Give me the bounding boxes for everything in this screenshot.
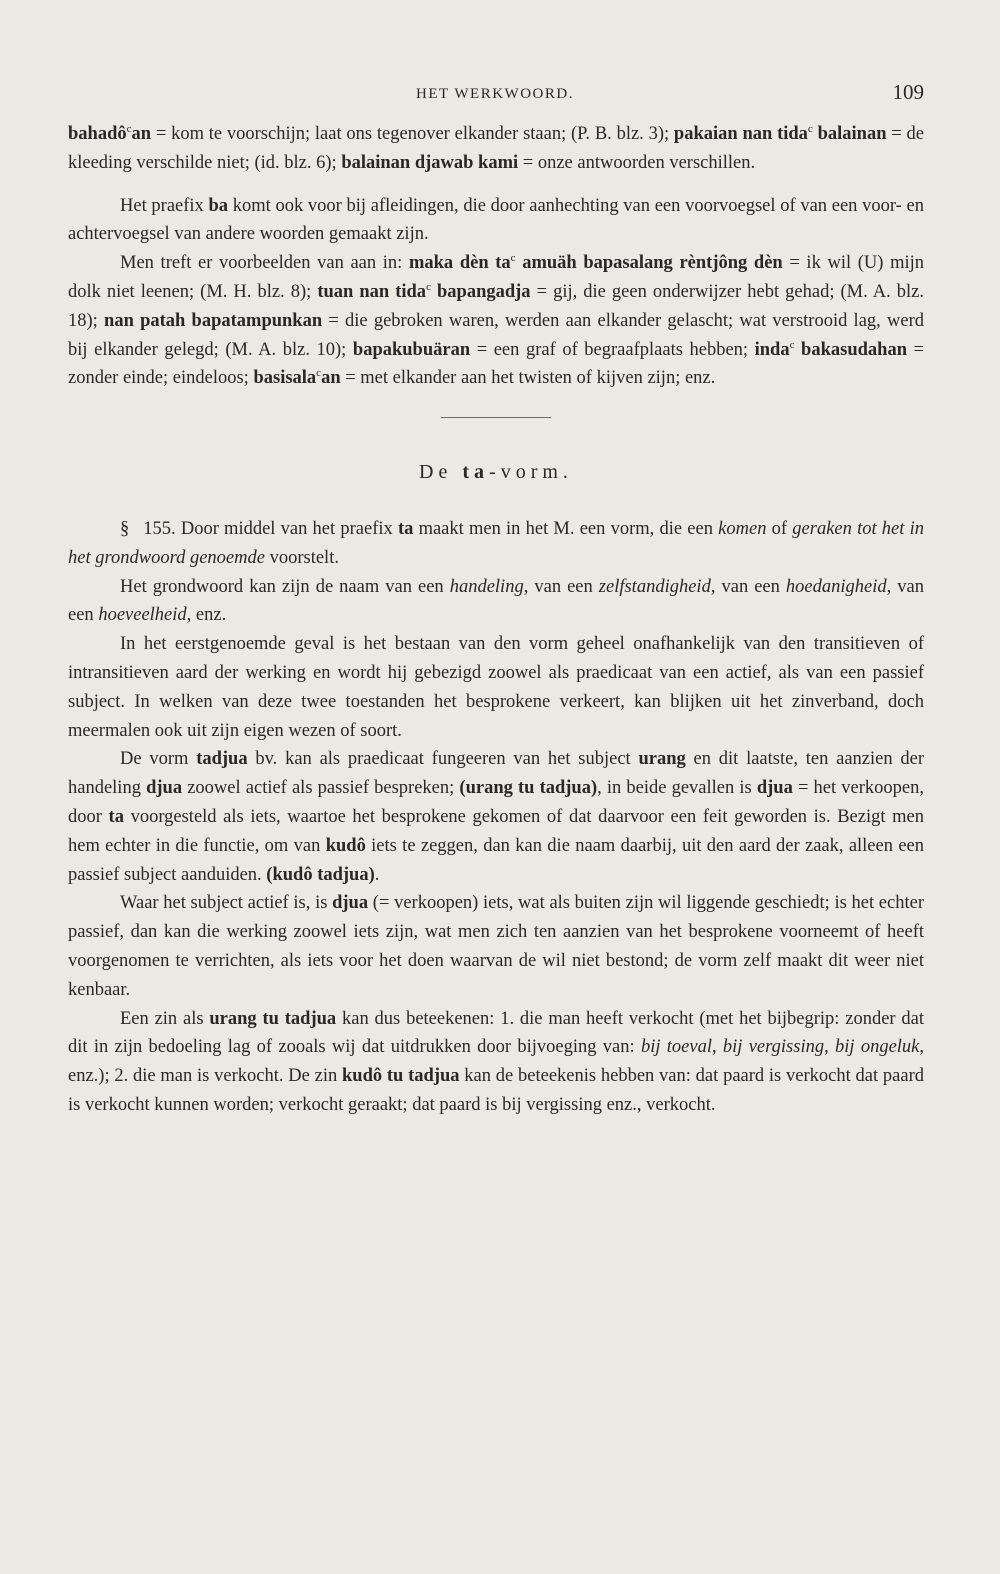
text-run: , enz. xyxy=(186,605,227,626)
emphasis: zelfstandigheid xyxy=(598,576,711,597)
malay-term: kudô xyxy=(325,835,366,856)
text-run: , enz.); 2. die man is verkocht. De zin xyxy=(68,1037,925,1087)
paragraph-examples xyxy=(68,249,924,393)
paragraph-djua xyxy=(68,889,924,1004)
malay-term: maka dèn ta xyxy=(408,253,511,274)
text-run: = onze antwoorden verschillen. xyxy=(518,152,756,173)
running-head: HET WERKWOORD. xyxy=(416,86,574,102)
malay-term: ta xyxy=(462,461,490,484)
text-run: = een graf of begraafplaats hebben; xyxy=(470,339,755,360)
emphasis: hoeveelheid xyxy=(98,605,187,626)
text-run: = het verkoopen, door xyxy=(68,778,924,827)
paragraph-prefix-ba xyxy=(68,192,924,250)
text-run: Het praefix xyxy=(120,195,209,216)
glottal-mark: c xyxy=(510,252,516,265)
malay-term: ta xyxy=(397,518,414,539)
text-run: Men treft er voorbeelden van aan in: xyxy=(120,253,409,274)
text-run: kan de beteekenis hebben van: dat paard is verkocht dat paard is verkocht kunnen worden; verkocht geraakt; dat paard is bij vergissing enz., verkocht. xyxy=(68,1066,924,1115)
text-run: = die gebroken waren, werden aan elkander gelascht; wat verstrooid lag, werd bij elkander gelegd; (M. A. blz. 10); xyxy=(68,310,924,360)
text-run: of xyxy=(766,518,793,539)
glottal-mark: c xyxy=(316,367,322,380)
malay-term: djua xyxy=(332,893,369,914)
emphasis: bij ongeluk xyxy=(835,1037,920,1058)
text-run: komt ook voor bij afleidingen, die door aanhechting van een voorvoegsel of van een voor- en achtervoegsel van andere woorden gemaakt zijn. xyxy=(68,195,924,245)
malay-term: bahadô xyxy=(68,124,127,144)
malay-term: bakasudahan xyxy=(794,339,907,360)
text-run: zoowel actief als passief bespreken; xyxy=(182,778,460,799)
paragraph-examples-continued xyxy=(68,120,924,178)
malay-term: tuan nan tida xyxy=(317,281,427,302)
malay-term: pakaian nan tida xyxy=(673,124,808,144)
section-divider xyxy=(441,417,551,418)
emphasis: geraken tot het in het grondwoord genoemde xyxy=(68,518,924,568)
text-run: voorstelt. xyxy=(264,547,339,568)
text-run: , xyxy=(824,1037,836,1058)
malay-term: balainan xyxy=(812,124,887,144)
malay-term: an xyxy=(321,368,341,389)
page-number: 109 xyxy=(892,80,924,104)
malay-term: bapangadja xyxy=(430,281,531,302)
text-run: Een zin als xyxy=(120,1008,210,1029)
paragraph-eerstgenoemde: In het eerstgenoemde geval is het bestaan van den vorm geheel onafhankelijk van den transitieven of intransitieven aard der werking en wordt hij gebezigd zoowel als praedicaat van een actief, als van een passief subject. In welken van deze twee toestanden het besprokene verkeert, kan blijken uit het zinverband, doch meermalen ook uit zijn eigen wezen of soort. xyxy=(68,634,924,741)
emphasis: komen xyxy=(718,518,767,539)
text-run: = met elkander aan het twisten of kijven zijn; enz. xyxy=(340,368,716,389)
emphasis: handeling xyxy=(449,576,524,597)
glottal-mark: c xyxy=(807,123,813,135)
malay-term: urang xyxy=(638,749,686,770)
paragraph-section-155 xyxy=(68,515,924,573)
text-run: Het grondwoord kan zijn de naam van een xyxy=(120,576,450,597)
text-run: en dit laatste, ten aanzien der handeling xyxy=(68,749,924,799)
glottal-mark: c xyxy=(789,338,795,351)
text-run: = zonder einde; eindeloos; xyxy=(68,339,925,389)
malay-term: inda xyxy=(754,339,790,360)
text-run: iets te zeggen, dan kan die naam daarbij, uit den aard der zaak, alleen een passief subject aanduiden. xyxy=(68,835,924,885)
text-run: = gij, die geen onderwijzer hebt gehad; (M. A. blz. 18); xyxy=(68,281,924,331)
malay-term: djua xyxy=(146,778,183,799)
emphasis: hoedanigheid xyxy=(785,576,887,597)
text-run: maakt men in het M. een vorm, die een xyxy=(413,518,719,539)
paragraph-tadjua xyxy=(68,745,924,889)
malay-term: basisala xyxy=(253,368,317,389)
text-run: , van een xyxy=(68,576,924,626)
glottal-mark: c xyxy=(426,280,431,293)
text-run: (= verkoopen) iets, wat als buiten zijn wil liggende geschiedt; is het echter passief, dan kan die werking zoowel iets zijn, wat men zich ten aanzien van het besprokene voorneemt of heeft voorgenomen te verrichten, als iets voor het doen waarvan de wil niet bestond; de vorm zelf maakt dit weer niet kenbaar. xyxy=(68,893,924,1000)
text-run: = ik wil (U) mijn dolk niet leenen; (M. H. blz. 8); xyxy=(68,253,924,302)
text-run: , in beide gevallen is xyxy=(597,778,757,799)
malay-term: amuäh bapasalang rèntjông dèn xyxy=(515,253,783,274)
malay-term: urang tu tadjua xyxy=(209,1008,337,1029)
emphasis: bij toeval xyxy=(640,1037,712,1058)
text-run: = de kleeding verschilde niet; (id. blz. 6); xyxy=(68,124,924,173)
malay-term: ta xyxy=(108,806,124,827)
malay-term: an xyxy=(131,124,152,144)
malay-term: (urang tu tadjua) xyxy=(459,778,598,799)
emphasis: bij vergissing xyxy=(722,1037,825,1058)
malay-term: tadjua xyxy=(196,749,248,770)
text-run: , van een xyxy=(523,576,599,597)
paragraph-grondwoord xyxy=(68,573,924,631)
malay-term: kudô tu tadjua xyxy=(342,1066,460,1087)
text-run: kan dus beteekenen: 1. die man heeft verkocht (met het bijbegrip: zonder dat dit in zijn bedoeling lag of zooals wij dat uitdrukken door bijvoeging van: xyxy=(68,1008,925,1058)
text-run: voorgesteld als iets, waartoe het besprokene gekomen of dat daarvoor een feit geworden is. Bezigt men hem echter in die functie, om van xyxy=(68,806,924,856)
text-run: = kom te voorschijn; laat ons tegenover elkander staan; (P. B. blz. 3); xyxy=(151,124,674,144)
page-body xyxy=(68,120,924,1120)
paragraph-zin xyxy=(68,1005,924,1120)
text-run: . xyxy=(374,864,380,885)
malay-term: bapakubuäran xyxy=(352,339,471,360)
text-run: , van een xyxy=(710,576,786,597)
text-run: De xyxy=(419,461,463,484)
text-run: bv. kan als praedicaat fungeeren van het subject xyxy=(247,749,639,770)
glottal-mark: c xyxy=(126,123,132,135)
malay-term: djua xyxy=(756,778,793,799)
section-sign: § xyxy=(120,518,130,539)
malay-term: nan patah bapatampunkan xyxy=(104,310,323,331)
malay-term: (kudô tadjua) xyxy=(266,864,375,885)
malay-term: balainan djawab kami xyxy=(341,152,519,173)
text-run: 155. Door middel van het praefix xyxy=(143,518,398,539)
section-heading xyxy=(68,458,924,487)
text-run: , xyxy=(711,1037,723,1058)
malay-term: ba xyxy=(208,195,229,216)
text-run: Waar het subject actief is, is xyxy=(120,893,333,914)
text-run: -vorm. xyxy=(489,461,573,484)
page-header xyxy=(66,80,924,110)
text-run: De vorm xyxy=(120,749,197,770)
